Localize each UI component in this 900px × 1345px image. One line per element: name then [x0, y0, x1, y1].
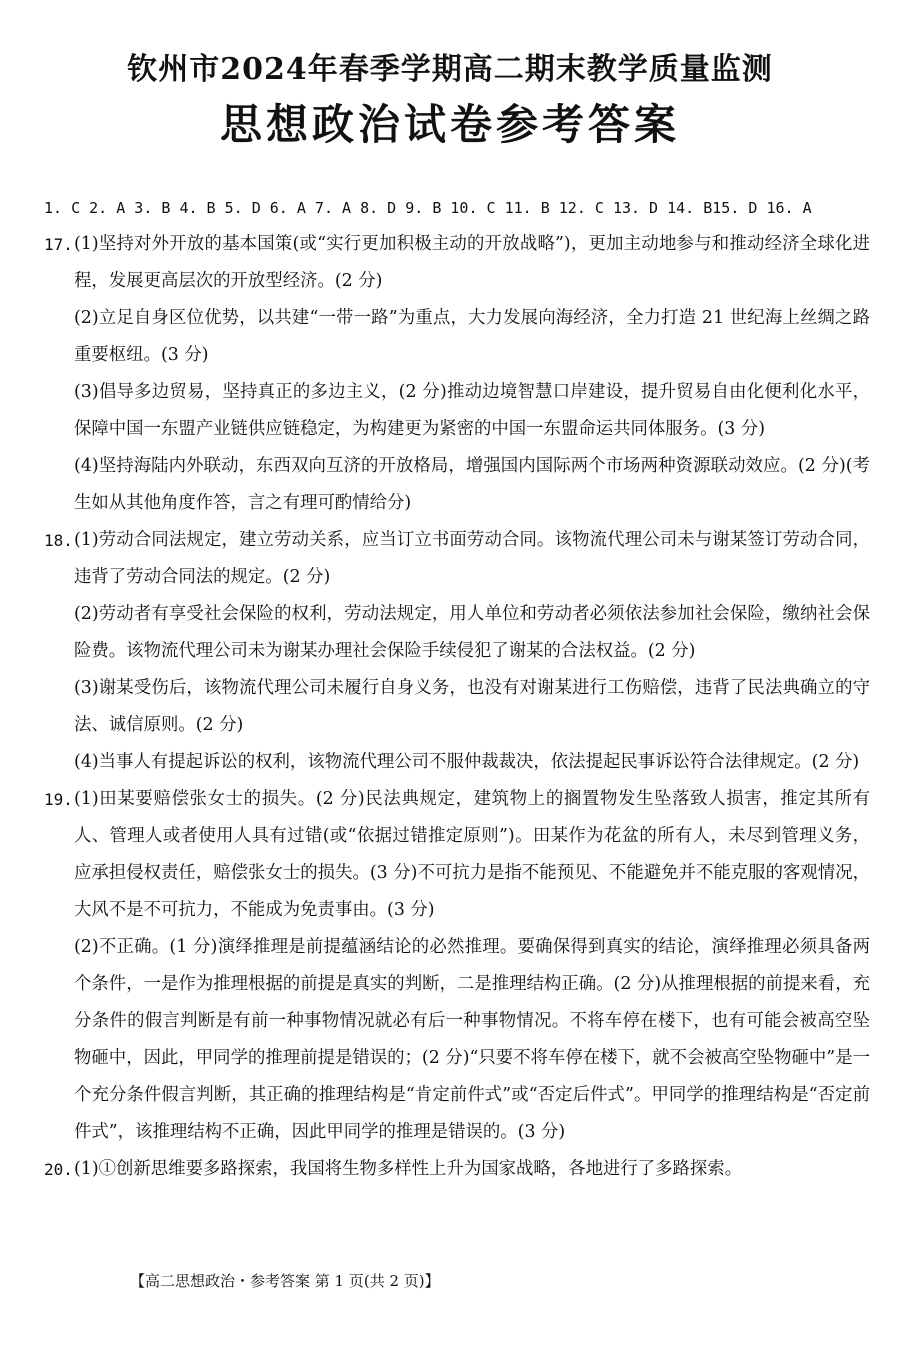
- question-number: 20.: [44, 1160, 73, 1179]
- answer-content: [44, 194, 870, 1188]
- answer-part: (1)坚持对外开放的基本国策(或“实行更加积极主动的开放战略”)，更加主动地参与和推动经济全球化进程，发展更高层次的开放型经济。(2 分): [74, 234, 870, 291]
- page-footer: 【高二思想政治・参考答案 第 1 页(共 2 页)】: [130, 1272, 440, 1290]
- answer-part: (2)不正确。(1 分)演绎推理是前提蕴涵结论的必然推理。要确保得到真实的结论，演绎推理必须具备两个条件，一是作为推理根据的前提是真实的判断，二是推理结构正确。(2 分)从推理根据的前提来看，充分条件的假言判断是有前一种事物情况就必有后一种事物情况。不将车停在楼下，也有可能会被高空坠物砸中，因此，甲同学的推理前提是错误的；(2 分)“只要不将车停在楼下，就不会被高空坠物砸中”是一个充分条件假言判断，其正确的推理结构是“肯定前件式”或“否定后件式”。甲同学的推理结构是“否定前件式”，该推理结构不正确，因此甲同学的推理是错误的。(3 分): [74, 937, 870, 1142]
- answer-part: (2)劳动者有享受社会保险的权利，劳动法规定，用人单位和劳动者必须依法参加社会保险，缴纳社会保险费。该物流代理公司未为谢某办理社会保险手续侵犯了谢某的合法权益。(2 分): [74, 604, 870, 661]
- question-19: [44, 781, 870, 1151]
- answer-part: (2)立足自身区位优势，以共建“一带一路”为重点，大力发展向海经济，全力打造 21 世纪海上丝绸之路重要枢纽。(3 分): [74, 308, 870, 365]
- title-line-1: 钦州市2024年春季学期高二期末教学质量监测: [127, 52, 773, 87]
- question-17: [44, 226, 870, 522]
- title-line-2: 思想政治试卷参考答案: [219, 100, 680, 149]
- answer-part: (3)谢某受伤后，该物流代理公司未履行自身义务，也没有对谢某进行工伤赔偿，违背了民法典确立的守法、诚信原则。(2 分): [74, 678, 870, 735]
- answer-part: (4)坚持海陆内外联动，东西双向互济的开放格局，增强国内国际两个市场两种资源联动效应。(2 分)(考生如从其他角度作答，言之有理可酌情给分): [74, 456, 870, 513]
- answer-part: (1)劳动合同法规定，建立劳动关系，应当订立书面劳动合同。该物流代理公司未与谢某签订劳动合同，违背了劳动合同法的规定。(2 分): [74, 530, 870, 587]
- answer-part: (4)当事人有提起诉讼的权利，该物流代理公司不服仲裁裁决，依法提起民事诉讼符合法律规定。(2 分): [74, 752, 860, 772]
- question-number: 18.: [44, 531, 73, 550]
- question-18: [44, 522, 870, 781]
- question-number: 17.: [44, 235, 73, 254]
- answer-part: (1)①创新思维要多路探索，我国将生物多样性上升为国家战略，各地进行了多路探索。: [74, 1159, 743, 1179]
- question-number: 19.: [44, 790, 73, 809]
- answer-part: (1)田某要赔偿张女士的损失。(2 分)民法典规定，建筑物上的搁置物发生坠落致人损害，推定其所有人、管理人或者使用人具有过错(或“依据过错推定原则”)。田某作为花盆的所有人，未尽到管理义务，应承担侵权责任，赔偿张女士的损失。(3 分)不可抗力是指不能预见、不能避免并不能克服的客观情况，大风不是不可抗力，不能成为免责事由。(3 分): [74, 789, 870, 920]
- answer-part: (3)倡导多边贸易，坚持真正的多边主义，(2 分)推动边境智慧口岸建设，提升贸易自由化便利化水平，保障中国一东盟产业链供应链稳定，为构建更为紧密的中国一东盟命运共同体服务。(3 分): [74, 382, 870, 439]
- multiple-choice-answers: 1. C 2. A 3. B 4. B 5. D 6. A 7. A 8. D 9. B 10. C 11. B 12. C 13. D 14. B15. D 16. A: [44, 199, 812, 217]
- question-20: [44, 1151, 870, 1188]
